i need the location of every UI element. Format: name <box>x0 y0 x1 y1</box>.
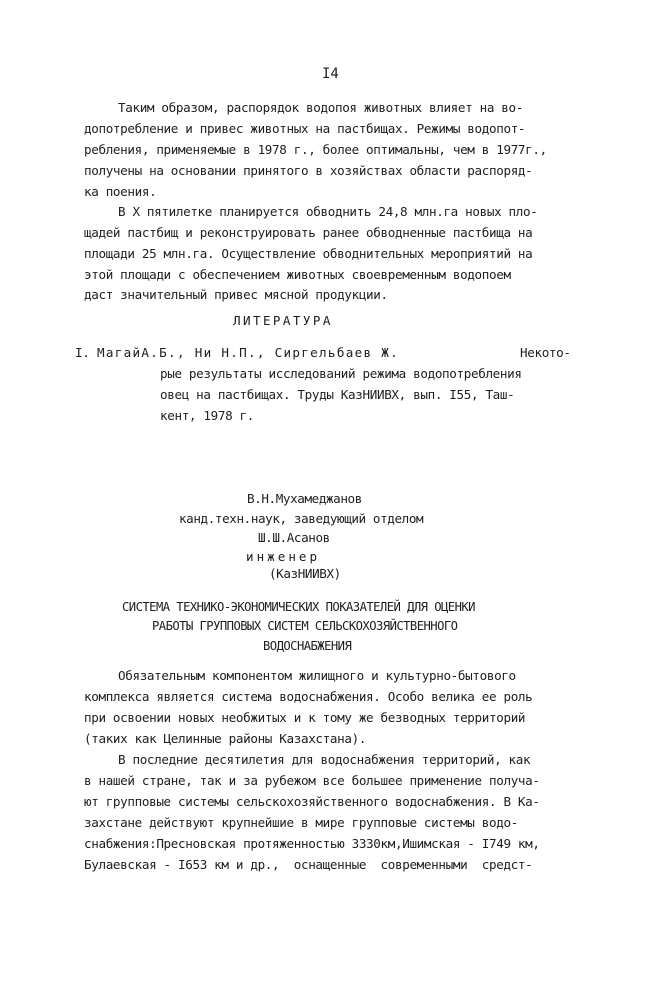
author-name: Ш.Ш.Асанов <box>258 530 330 545</box>
title-line: ВОДОСНАБЖЕНИЯ <box>263 639 352 653</box>
reference-authors: МагайА.Б., Ни Н.П., Сиргельбаев Ж. <box>97 345 399 360</box>
text-line: ка поения. <box>84 184 157 199</box>
title-line: РАБОТЫ ГРУППОВЫХ СИСТЕМ СЕЛЬСКОХОЗЯЙСТВЕННОГО <box>152 619 458 633</box>
reference-number: I. <box>75 345 90 360</box>
text-line: ют групповые системы сельскохозяйственного водоснабжения. В Ка- <box>84 794 540 809</box>
text-line: площади 25 млн.га. Осуществление обводнительных мероприятий на <box>84 246 533 261</box>
page-number: I4 <box>322 66 339 82</box>
text-line: овец на пастбищах. Труды КазНИИВХ, вып. I55, Таш- <box>160 387 515 402</box>
text-line: в нашей стране, так и за рубежом все большее применение получа- <box>84 773 540 788</box>
text-line: (таких как Целинные районы Казахстана). <box>84 731 367 746</box>
text-line: снабжения:Пресновская протяженностью 3330км,Ишимская - I749 км, <box>84 836 540 851</box>
text-line: Таким образом, распорядок водопоя животных влияет на во- <box>118 100 523 115</box>
text-line: даст значительный привес мясной продукции. <box>84 287 388 302</box>
title-line: СИСТЕМА ТЕХНИКО-ЭКОНОМИЧЕСКИХ ПОКАЗАТЕЛЕЙ ДЛЯ ОЦЕНКИ <box>122 600 475 614</box>
text-line: В последние десятилетия для водоснабжения территорий, как <box>118 752 531 767</box>
text-line: Обязательным компонентом жилищного и культурно-бытового <box>118 668 516 683</box>
text-line: этой площади с обеспечением животных своевременным водопоем <box>84 267 511 282</box>
text-line: захстане действуют крупнейшие в мире групповые системы водо- <box>84 815 518 830</box>
text-line: Некото- <box>520 345 571 360</box>
text-line: Булаевская - I653 км и др., оснащенные современными средст- <box>84 857 533 872</box>
text-line: допотребление и привес животных на пастбищах. Режимы водопот- <box>84 121 526 136</box>
author-name: В.Н.Мухамеджанов <box>247 491 362 506</box>
institute: (КазНИИВХ) <box>269 566 341 581</box>
text-line: рые результаты исследований режима водопотребления <box>160 366 522 381</box>
text-line: кент, 1978 г. <box>160 408 255 423</box>
text-line: комплекса является система водоснабжения. Особо велика ее роль <box>84 689 533 704</box>
text-line: при освоении новых необжитых и к тому же безводных территорий <box>84 710 526 725</box>
text-line: В X пятилетке планируется обводнить 24,8 млн.га новых пло- <box>118 204 538 219</box>
author-title: канд.техн.наук, заведующий отделом <box>179 511 424 526</box>
author-title: инженер <box>246 549 321 564</box>
text-line: ребления, применяемые в 1978 г., более оптимальны, чем в 1977г., <box>84 142 547 157</box>
text-line: щадей пастбищ и реконструировать ранее обводненные пастбища на <box>84 225 533 240</box>
references-heading: ЛИТЕРАТУРА <box>233 313 333 328</box>
text-line: получены на основании принятого в хозяйствах области распоряд- <box>84 163 533 178</box>
